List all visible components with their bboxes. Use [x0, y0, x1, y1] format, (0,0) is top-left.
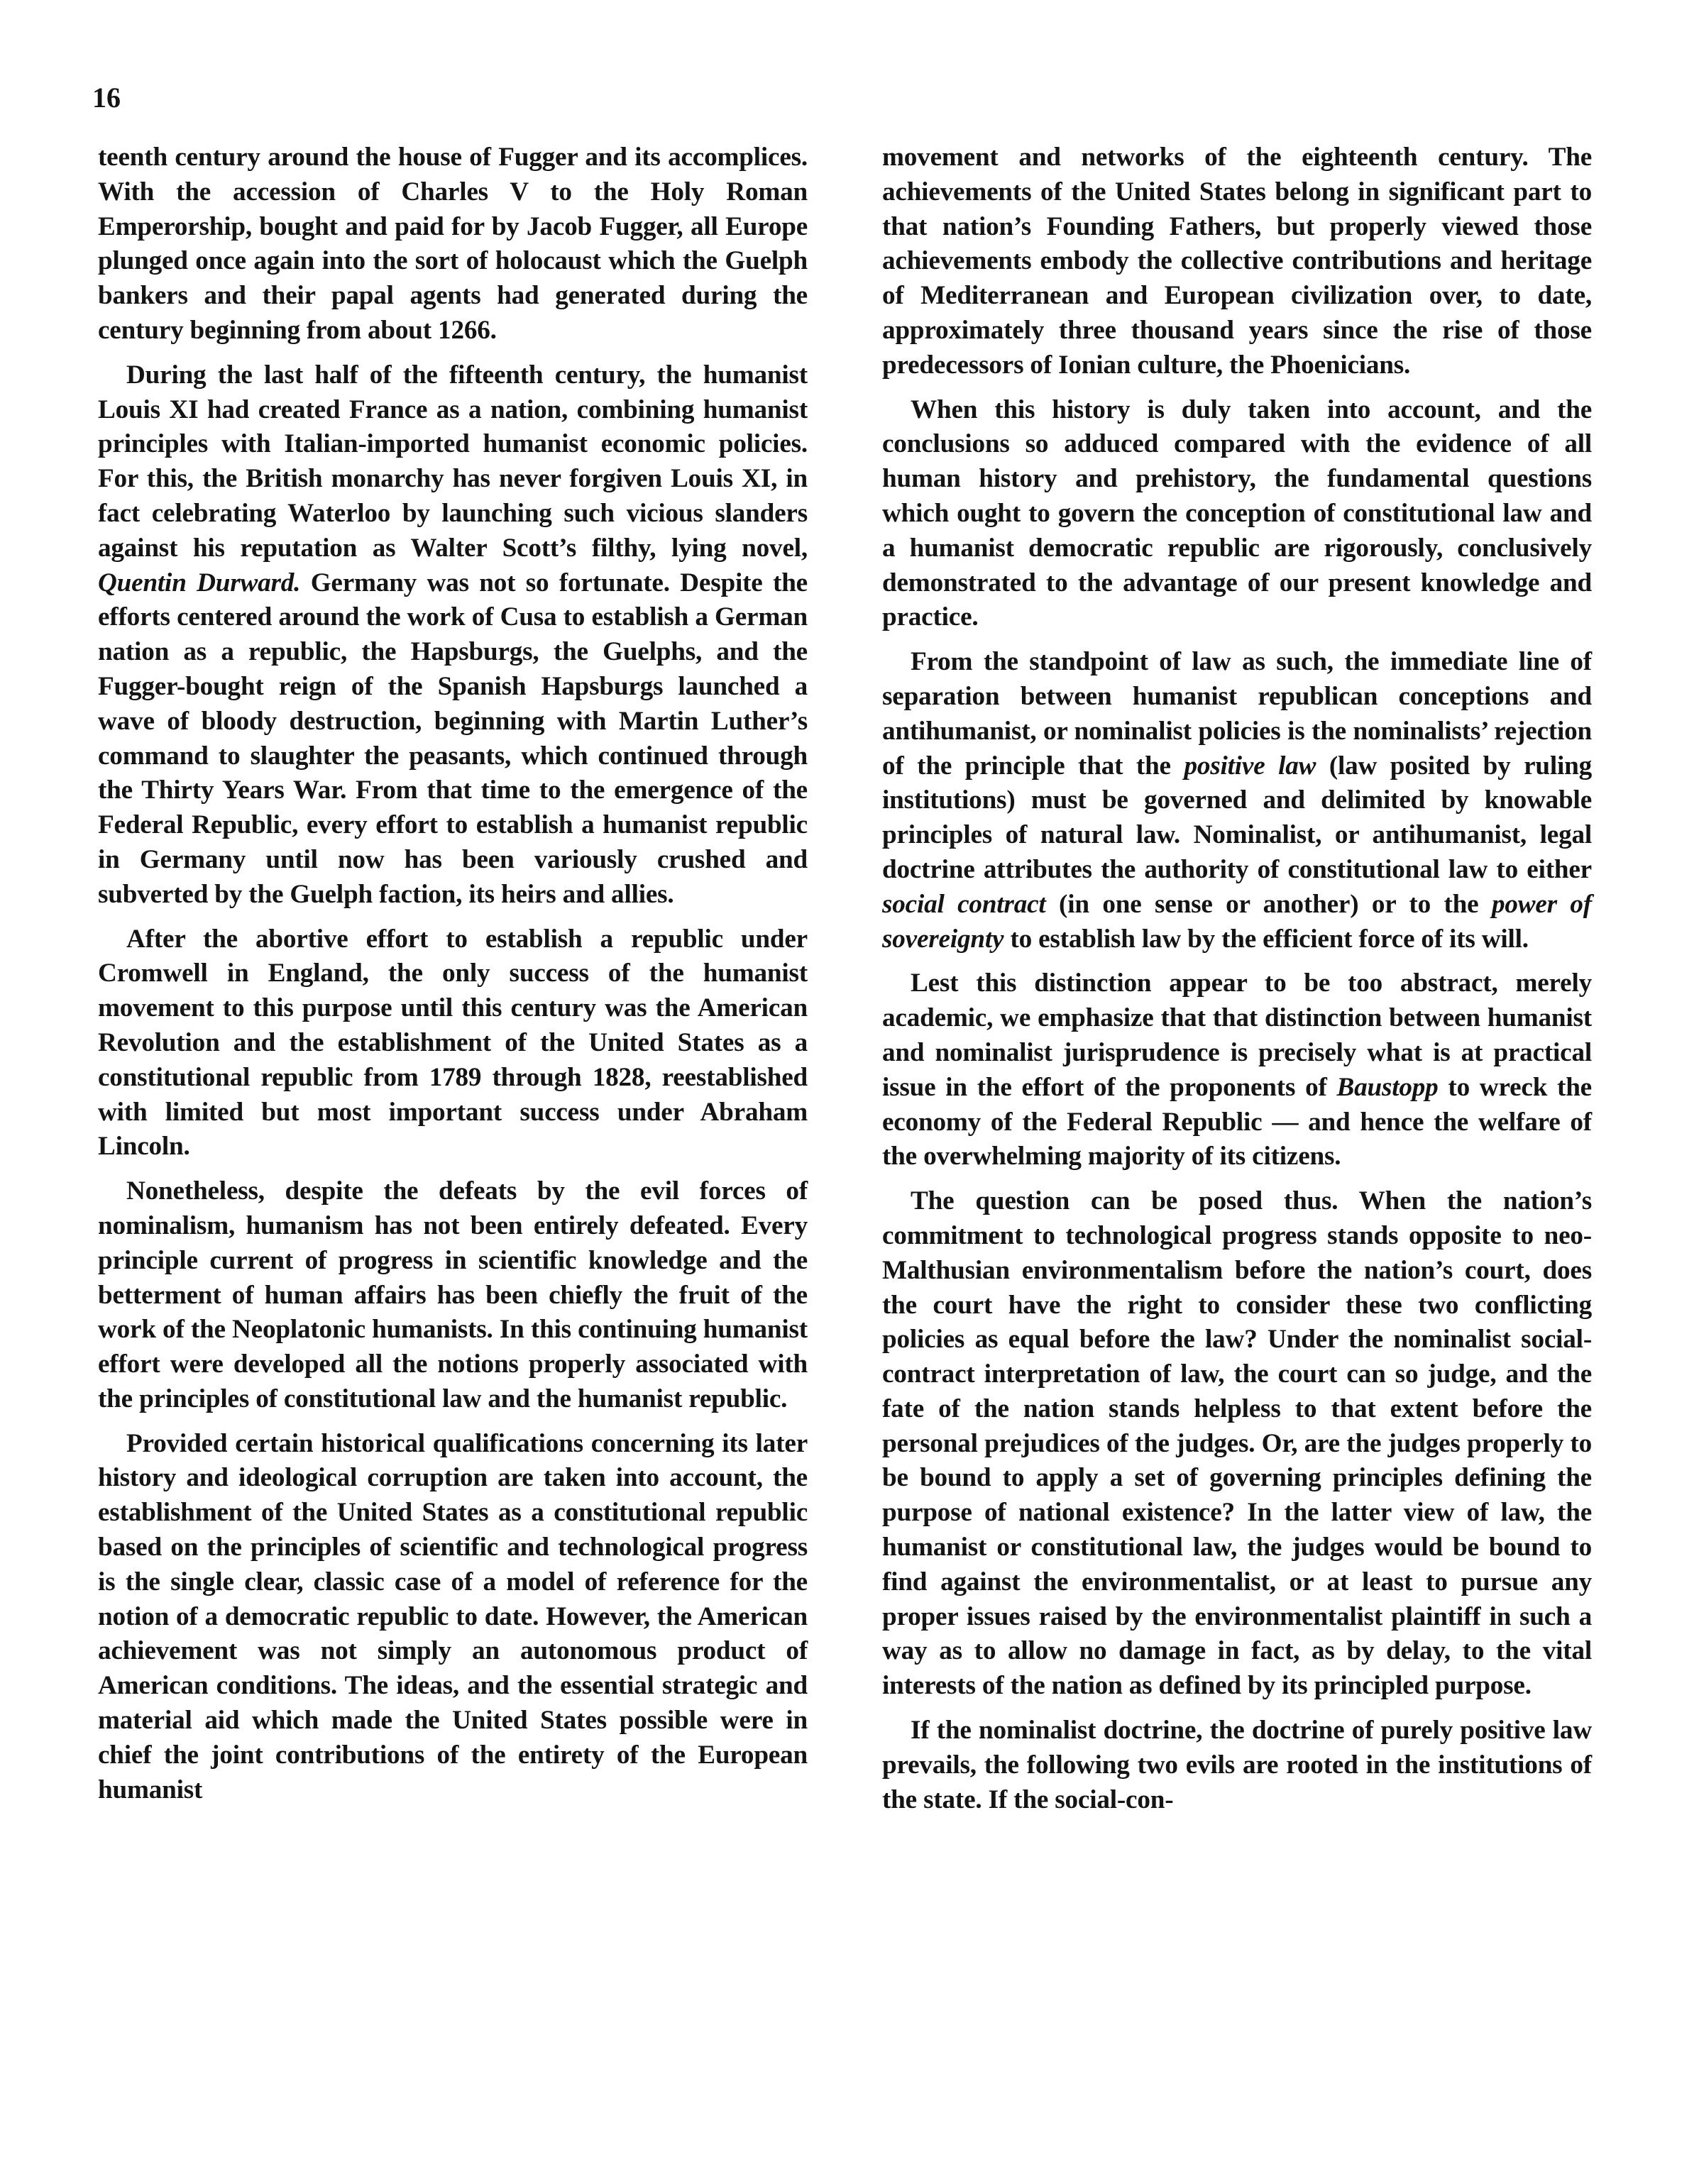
italic-term: social contract	[882, 889, 1046, 919]
italic-term: Baustopp	[1336, 1072, 1439, 1102]
right-column	[882, 140, 1592, 1827]
body-paragraph: The question can be posed thus. When the nation’s commitment to technological progress stands opposite to neo-Malthusian environmentalism before the nation’s court, does the court have the right to consider these two conflicting policies as equal before the law? Under the nominalist social-contract interpretation of law, the court can so judge, and the fate of the nation stands helpless to that extent before the personal prejudices of the judges. Or, are the judges properly to be bound to apply a set of governing principles defining the purpose of national existence? In the latter view of law, the humanist or constitutional law, the judges would be bound to find against the environmentalist, or at least to pursue any proper issues raised by the environmentalist plaintiff in such a way as to allow no damage in fact, as by delay, to the vital interests of the nation as defined by its principled purpose.	[882, 1186, 1592, 1701]
body-paragraph: Nonetheless, despite the defeats by the evil forces of nominalism, humanism has not been entirely defeated. Every principle current of progress in scientific knowledge and the betterment of human affairs has been chiefly the fruit of the work of the Neoplatonic humanists. In this continuing humanist effort were developed all the notions properly associated with the principles of constitutional law and the humanist republic.	[98, 1176, 808, 1413]
italic-title: Quentin Durward.	[98, 568, 301, 597]
body-paragraph: teenth century around the house of Fugger and its accomplices. With the accession of Charles V to the Holy Roman Emperorship, bought and paid for by Jacob Fugger, all Europe plunged once again into the sort of holocaust which the Guelph bankers and their papal agents had generated during the century beginning from about 1266.	[98, 143, 808, 345]
body-paragraph: During the last half of the fifteenth century, the humanist Louis XI had created France as a nation, combining humanist principles with Italian-imported humanist economic policies. For this, the British monarchy has never forgiven Louis XI, in fact celebrating Waterloo by launching such vicious slanders against his reputation as Walter Scott’s filthy, lying novel, Quentin Durward. Germany was not so fortunate. Despite the efforts centered around the work of Cusa to establish a German nation as a republic, the Hapsburgs, the Guelphs, and the Fugger-bought reign of the Spanish Hapsburgs launched a wave of bloody destruction, beginning with Martin Luther’s command to slaughter the peasants, which continued through the Thirty Years War. From that time to the emergence of the Federal Republic, every effort to establish a humanist republic in Germany until now has been variously crushed and subverted by the Guelph faction, its heirs and allies.	[98, 360, 808, 909]
italic-term: power of sovereignty	[882, 889, 1592, 954]
body-paragraph: movement and networks of the eighteenth century. The achievements of the United States belong in significant part to that nation’s Founding Fathers, but properly viewed those achievements embody the collective contributions and heritage of Mediterranean and European civilization over, to date, approximately three thousand years since the rise of those predecessors of Ionian culture, the Phoenicians.	[882, 143, 1592, 380]
body-paragraph: Provided certain historical qualifications concerning its later history and ideological corruption are taken into account, the establishment of the United States as a constitutional republic based on the principles of scientific and technological progress is the single clear, classic case of a model of reference for the notion of a democratic republic to date. However, the American achievement was not simply an autonomous product of American conditions. The ideas, and the essential strategic and material aid which made the United States possible were in chief the joint contributions of the entirety of the European humanist	[98, 1428, 808, 1804]
body-paragraph: Lest this distinction appear to be too abstract, merely academic, we emphasize that that distinction between humanist and nominalist jurisprudence is precisely what is at practical issue in the effort of the proponents of Baustopp to wreck the economy of the Federal Republic — and hence the welfare of the overwhelming majority of its citizens.	[882, 969, 1592, 1171]
italic-term: positive law	[1184, 751, 1316, 781]
left-column	[98, 140, 808, 1817]
body-paragraph: If the nominalist doctrine, the doctrine of purely positive law prevails, the following two evils are rooted in the institutions of the state. If the social-con-	[882, 1716, 1592, 1814]
body-paragraph: After the abortive effort to establish a republic under Cromwell in England, the only success of the humanist movement to this purpose until this century was the American Revolution and the establishment of the United States as a constitutional republic from 1789 through 1828, reestablished with limited but most important success under Abraham Lincoln.	[98, 924, 808, 1162]
page-number: 16	[92, 82, 121, 114]
body-paragraph: When this history is duly taken into account, and the conclusions so adduced compared with the evidence of all human history and prehistory, the fundamental questions which ought to govern the conception of constitutional law and a humanist democratic republic are rigorously, conclusively demonstrated to the advantage of our present knowledge and practice.	[882, 395, 1592, 632]
body-paragraph: From the standpoint of law as such, the immediate line of separation between humanist republican conceptions and antihumanist, or nominalist policies is the nominalists’ rejection of the principle that the positive law (law posited by ruling institutions) must be governed and delimited by knowable principles of natural law. Nominalist, or antihumanist, legal doctrine attributes the authority of constitutional law to either social contract (in one sense or another) or to the power of sovereignty to establish law by the efficient force of its will.	[882, 647, 1592, 954]
